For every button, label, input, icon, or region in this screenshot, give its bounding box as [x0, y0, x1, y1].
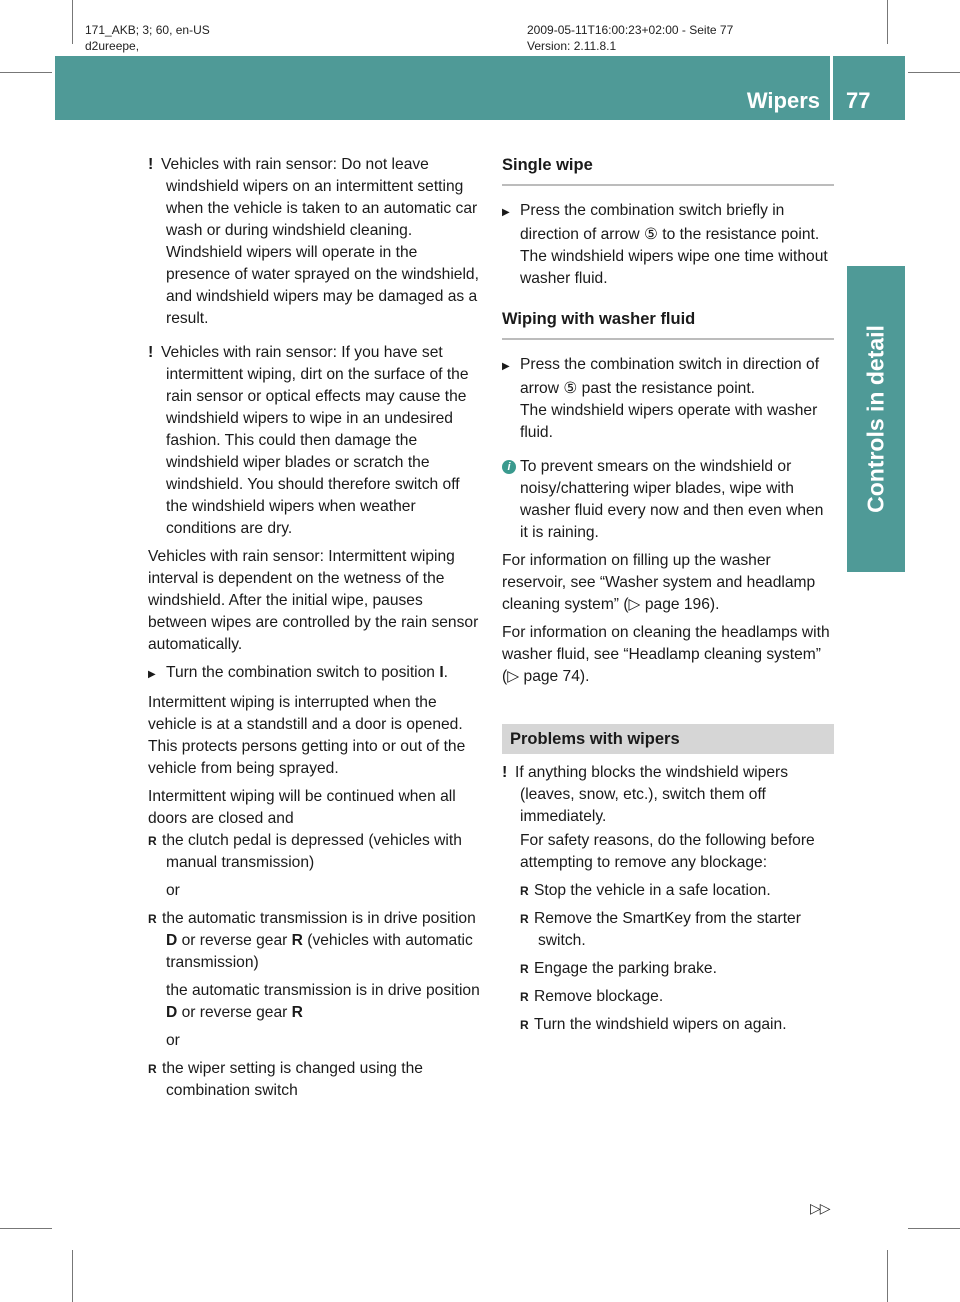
heading-washer-fluid: Wiping with washer fluid	[502, 310, 696, 328]
arrow-number: ⑤	[643, 226, 658, 243]
crop-mark	[908, 72, 960, 73]
crop-mark	[0, 1228, 52, 1229]
step-arrow-icon: ▶	[148, 669, 156, 680]
bullet-icon: R	[520, 962, 529, 976]
warning-note	[148, 342, 484, 540]
step-text: to the resistance point.	[657, 226, 820, 243]
bullet-text: the clutch pedal is depressed (vehicles with manual transmission)	[162, 832, 462, 871]
step-result: The windshield wipers wipe one time without washer fluid.	[520, 248, 828, 287]
list-item-text: Remove the SmartKey from the starter switch.	[534, 910, 801, 949]
crop-mark	[887, 1250, 888, 1302]
print-meta-left	[85, 22, 210, 54]
bullet-icon: R	[148, 834, 157, 848]
list-item-text: Remove blockage.	[534, 988, 664, 1005]
bullet-icon: R	[520, 884, 529, 898]
warning-icon: !	[148, 344, 154, 361]
reference-paragraph	[502, 622, 834, 688]
step-text: Press the combination switch in direction of arrow	[520, 356, 820, 397]
bullet-icon: R	[520, 1018, 529, 1032]
reference-text: ).	[579, 668, 590, 685]
step-text: Turn the combination switch to position	[166, 664, 440, 681]
page-reference-link[interactable]: page 74	[523, 668, 580, 685]
crop-mark	[887, 0, 888, 44]
info-text: To prevent smears on the windshield or noisy/chattering wiper blades, wipe with washer fluid every now and then even when it is raining.	[520, 458, 824, 541]
step-arrow-icon: ▶	[502, 361, 510, 372]
page-ref-icon: ▷	[628, 596, 645, 613]
crop-mark	[908, 1228, 960, 1229]
bullet-item	[148, 1058, 484, 1102]
print-meta-right-line1: 2009-05-11T16:00:23+02:00 - Seite 77	[527, 23, 734, 37]
left-column	[148, 154, 484, 1108]
crop-mark	[72, 0, 73, 44]
list-item	[502, 880, 834, 902]
sub-text-part: the automatic transmission is in drive position	[166, 982, 480, 999]
list-item	[502, 958, 834, 980]
list-item-text: Stop the vehicle in a safe location.	[534, 882, 771, 899]
arrow-number: ⑤	[563, 380, 578, 397]
warning-note	[148, 154, 484, 330]
print-meta-left-line2: d2ureepe,	[85, 39, 140, 53]
bullet-icon: R	[148, 1062, 157, 1076]
warning-text: If anything blocks the windshield wipers (leaves, snow, etc.), switch them off immediately.	[515, 764, 789, 825]
safety-text: For safety reasons, do the following before attempting to remove any blockage:	[520, 832, 815, 871]
or-text: or	[166, 1032, 180, 1049]
step-arrow-icon: ▶	[502, 207, 510, 218]
step-text: Press the combination switch briefly in direction of arrow	[520, 202, 785, 243]
reference-text: ).	[709, 596, 720, 613]
list-item	[502, 908, 834, 952]
switch-position: I	[439, 664, 444, 681]
sub-text-part: or reverse gear	[177, 1004, 292, 1021]
bullet-text: the automatic transmission is in drive position	[162, 910, 476, 927]
warning-text: Vehicles with rain sensor: If you have set intermittent wiping, dirt on the surface of the rain sensor or optical effects may cause the windshield wipers to wipe in an undesired fashion. This could then damage the windshield wiper blades or scratch the windshield. You should therefore switch off the windshield wipers when weather conditions are dry.	[161, 344, 469, 537]
continue-marker: ▷▷	[810, 1200, 830, 1216]
section-heading: Problems with wipers	[502, 724, 834, 754]
reference-text: For information on cleaning the headlamps with washer fluid, see “Headlamp cleaning system” (	[502, 624, 830, 685]
gear-position: R	[291, 932, 303, 949]
bullet-icon: R	[520, 912, 529, 926]
heading-rule	[502, 338, 834, 340]
bullet-text: (vehicles with automatic transmission)	[166, 932, 473, 971]
instruction-step	[148, 662, 484, 686]
reference-text: For information on filling up the washer reservoir, see “Washer system and headlamp cleaning system” (	[502, 552, 816, 613]
print-meta-right	[527, 22, 733, 54]
warning-icon: !	[502, 764, 508, 781]
bullet-icon: R	[520, 990, 529, 1004]
step-text: past the resistance point.	[577, 380, 756, 397]
list-item-text: Turn the windshield wipers on again.	[534, 1016, 787, 1033]
step-text-end: .	[443, 664, 449, 681]
warning-text: Vehicles with rain sensor: Do not leave windshield wipers on an intermittent setting when the vehicle is taken to an automatic car wash or during windshield cleaning. Windshield wipers will operate in the presence of water sprayed on the windshield, and windshield wipers may be damaged as a result.	[161, 156, 479, 327]
right-column	[502, 154, 834, 1042]
page-reference-link[interactable]: page 196	[644, 596, 710, 613]
heading-single-wipe: Single wipe	[502, 156, 593, 174]
crop-mark	[0, 72, 52, 73]
gear-position: D	[166, 932, 178, 949]
gear-position: D	[166, 1004, 178, 1021]
gear-position: R	[291, 1004, 303, 1021]
or-text: or	[166, 882, 180, 899]
list-item	[502, 986, 834, 1008]
page-number: 77	[846, 88, 871, 113]
warning-note	[502, 762, 834, 828]
list-item-text: Engage the parking brake.	[534, 960, 717, 977]
warning-icon: !	[148, 156, 154, 173]
instruction-step	[502, 354, 834, 400]
blockage-steps-list	[502, 880, 834, 1036]
chapter-tab-label: Controls in detail	[862, 325, 889, 513]
sub-text	[148, 980, 484, 1024]
print-meta-left-line1: 171_AKB; 3; 60, en-US	[85, 23, 210, 37]
step-result: The windshield wipers operate with washer fluid.	[520, 402, 818, 441]
paragraph: Intermittent wiping is interrupted when the vehicle is at a standstill and a door is opened. This protects persons getting into or out of the vehicle from being sprayed.	[148, 694, 466, 777]
page-title: Wipers	[746, 88, 820, 113]
info-icon: i	[502, 460, 516, 474]
paragraph: Vehicles with rain sensor: Intermittent wiping interval is dependent on the wetness of the windshield. After the initial wipe, pauses between wipes are controlled by the rain sensor automatically.	[148, 548, 479, 653]
list-item	[502, 1014, 834, 1036]
header-separator	[830, 56, 833, 120]
crop-mark	[72, 1250, 73, 1302]
instruction-step	[502, 200, 834, 246]
bullet-text: the wiper setting is changed using the combination switch	[162, 1060, 423, 1099]
bullet-icon: R	[148, 912, 157, 926]
bullet-text: or reverse gear	[177, 932, 292, 949]
print-meta-right-line2: Version: 2.11.8.1	[527, 39, 617, 53]
page-ref-icon: ▷	[507, 668, 524, 685]
heading-rule	[502, 184, 834, 186]
info-note	[502, 456, 834, 544]
reference-paragraph	[502, 550, 834, 616]
bullet-item	[148, 830, 484, 874]
paragraph: Intermittent wiping will be continued when all doors are closed and	[148, 788, 456, 827]
bullet-item	[148, 908, 484, 974]
